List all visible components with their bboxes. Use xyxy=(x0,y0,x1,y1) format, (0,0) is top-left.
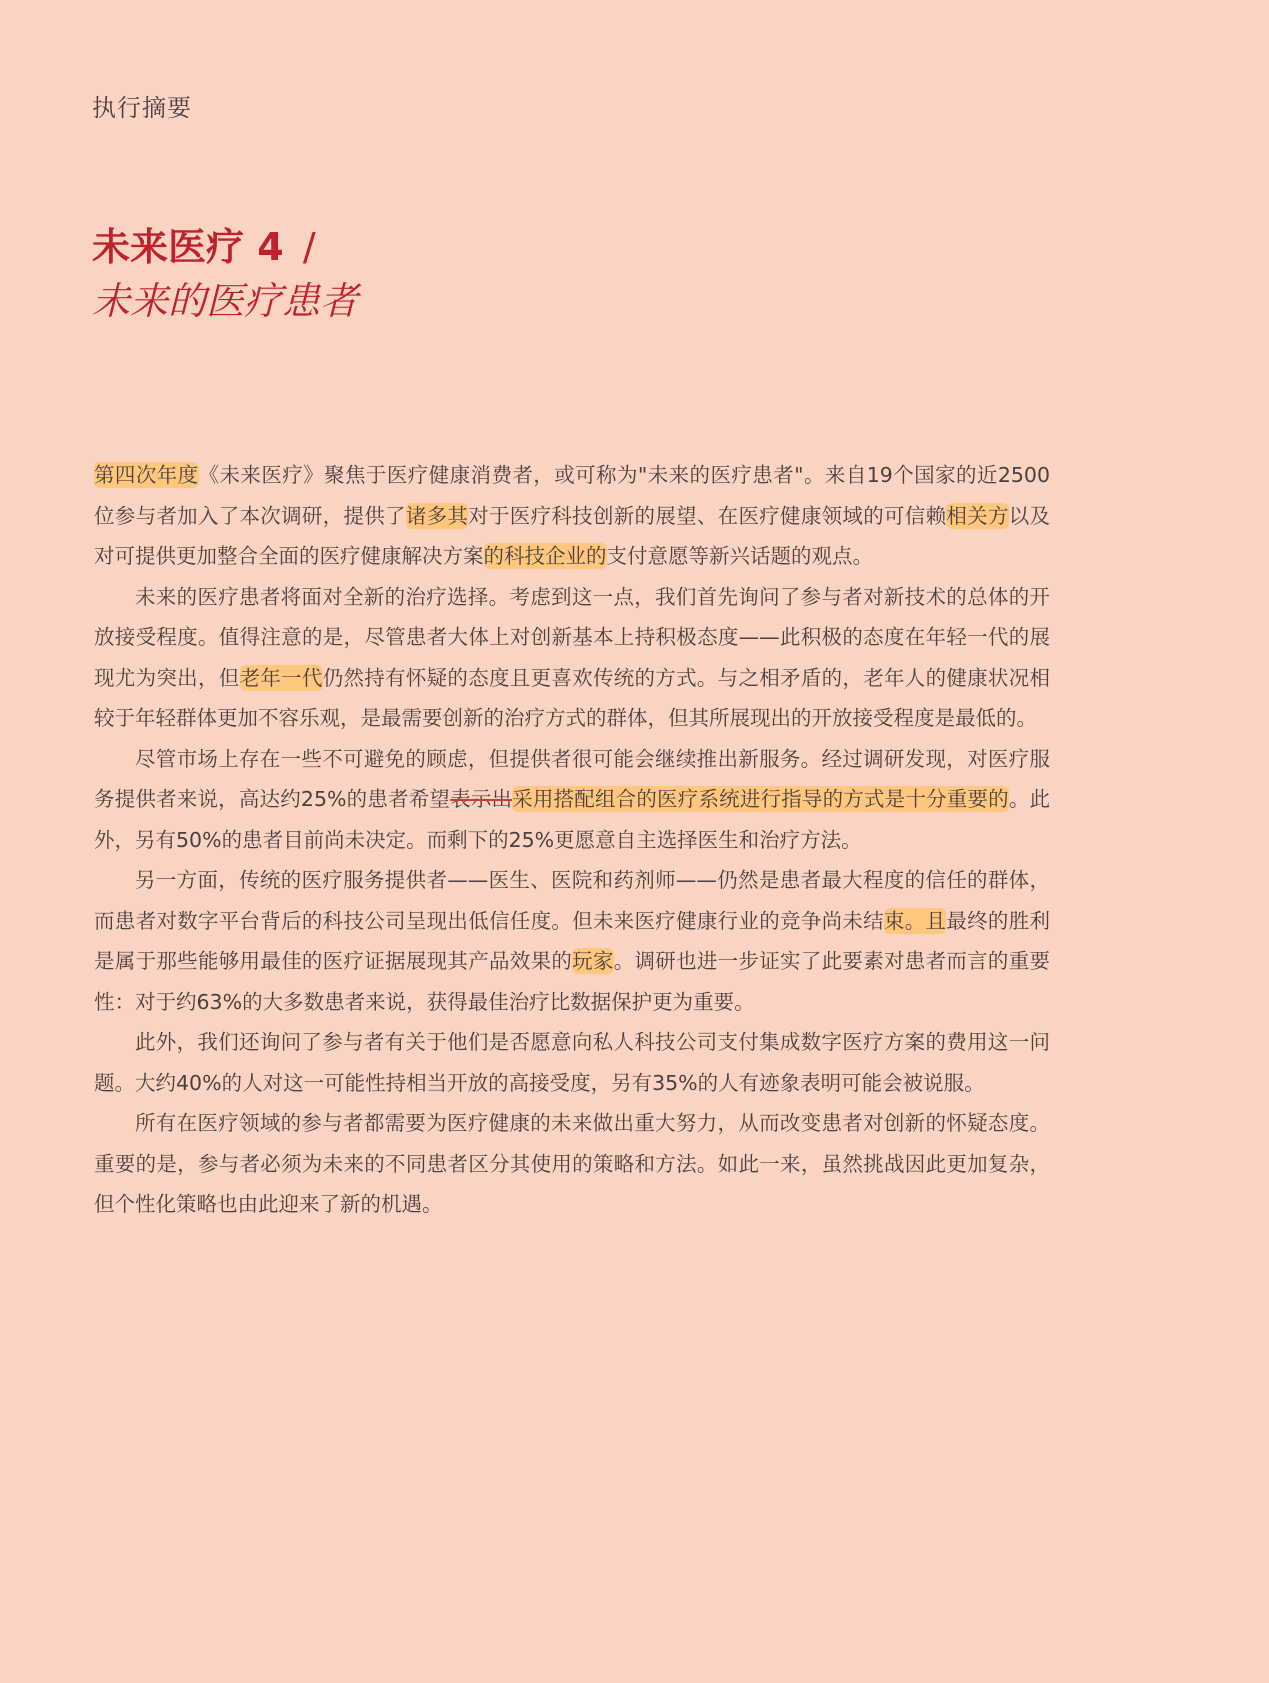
text-span: 最终的胜利是属于那些能够用最佳的医疗证据展现其产品效果的 xyxy=(94,908,1051,973)
text-span: 仍然持有怀疑的态度且更喜欢传统的方式。与之相矛盾的，老年人的健康状况相较于年轻群体更加不容乐观，是最需要创新的治疗方式的群体，但其所展现出的开放接受程度是最低的。 xyxy=(94,665,1051,730)
text-span: 另一方面，传统的医疗服务提供者——医生、医院和药剂师——仍然是患者最大程度的信任的群体，而患者对数字平台背后的科技公司呈现出低信任度。但未来医疗健康行业的竞争尚未结 xyxy=(94,868,1050,933)
highlight: 相关方 xyxy=(946,503,1009,528)
highlight: 老年一代 xyxy=(239,665,323,690)
section-label: 执行摘要 xyxy=(92,94,192,122)
highlight: 采用搭配组合的医疗系统进行指导的方式是十分重要的 xyxy=(512,787,1009,811)
text-span: 。此外，另有50%的患者目前尚未决定。而剩下的25%更愿意自主选择医生和治疗方法。 xyxy=(94,787,1051,852)
text-span: 未来的医疗患者将面对全新的治疗选择。考虑到这一点，我们首先询问了参与者对新技术的总体的开放接受程度。值得注意的是，尽管患者大体上对创新基本上持积极态度——此积极的态度在年轻一代的展现尤为突出，但 xyxy=(94,584,1050,690)
text-span: 对于医疗科技创新的展望、在医疗健康领域的可信赖 xyxy=(468,503,947,528)
highlight: 诸多其 xyxy=(405,503,469,528)
text-span: 此外，我们还询问了参与者有关于他们是否愿意向私人科技公司支付集成数字医疗方案的费用这一问题。大约40%的人对这一可能性持相当开放的高接受度，另有35%的人有迹象表明可能会被说服。 xyxy=(94,1030,1050,1095)
text-span: 。调研也进一步证实了此要素对患者而言的重要性：对于约63%的大多数患者来说，获得最佳治疗比数据保护更为重要。 xyxy=(94,949,1051,1014)
highlight: 玩家 xyxy=(572,949,614,973)
body-text xyxy=(94,455,1050,1225)
title-block xyxy=(92,222,358,330)
highlight: 第四次年度 xyxy=(94,463,199,487)
text-span: 尽管市场上存在一些不可避免的顾虑，但提供者很可能会继续推出新服务。经过调研发现，对医疗服务提供者来说，高达约25%的患者希望 xyxy=(94,746,1050,811)
paragraph-4 xyxy=(94,860,1050,1022)
strikethrough-text: 表示出 xyxy=(450,787,513,811)
highlight: 束。且 xyxy=(883,908,947,933)
paragraph-6 xyxy=(94,1103,1050,1225)
paragraph-5 xyxy=(94,1022,1050,1103)
paragraph-2 xyxy=(94,577,1050,739)
text-span: 所有在医疗领域的参与者都需要为医疗健康的未来做出重大努力，从而改变患者对创新的怀疑态度。重要的是，参与者必须为未来的不同患者区分其使用的策略和方法。如此一来，虽然挑战因此更加复杂，但个性化策略也由此迎来了新的机遇。 xyxy=(94,1111,1050,1216)
title-main: 未来医疗 4 xyxy=(92,225,284,269)
text-span: 支付意愿等新兴话题的观点。 xyxy=(606,544,873,568)
text-span: 《未来医疗》聚焦于医疗健康消费者，或可称为"未来的医疗患者"。来自19个国家的近2500位参与者加入了本次调研，提供了 xyxy=(94,463,1050,528)
text-span: 以及对可提供更加整合全面的医疗健康解决方案 xyxy=(94,503,1051,568)
title-slash: / xyxy=(302,225,316,269)
page-subtitle: 未来的医疗患者 xyxy=(92,279,359,323)
page-title xyxy=(92,222,358,272)
paragraph-1 xyxy=(94,455,1050,577)
highlight: 的科技企业的 xyxy=(483,544,607,568)
paragraph-3 xyxy=(94,739,1050,861)
